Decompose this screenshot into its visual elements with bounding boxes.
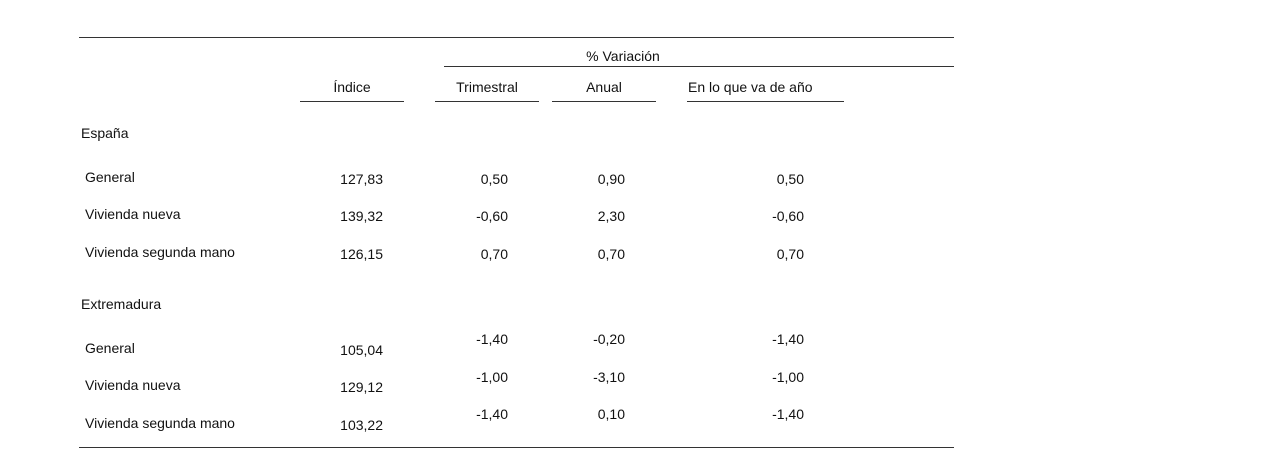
cell-index: 105,04: [340, 342, 383, 358]
row-label: Vivienda segunda mano: [85, 415, 235, 431]
cell-annual: 0,70: [597, 246, 625, 262]
row-label: Vivienda nueva: [85, 206, 181, 222]
table-bottom-rule: [79, 447, 954, 448]
cell-ytd: -0,60: [772, 208, 804, 224]
row-label: Vivienda nueva: [85, 377, 181, 393]
column-header-ytd-rule: [687, 101, 844, 102]
table-top-rule: [79, 37, 954, 38]
cell-annual: -3,10: [593, 369, 625, 385]
column-header-index: Índice: [333, 79, 371, 95]
cell-ytd: -1,40: [772, 406, 804, 422]
row-label: General: [85, 169, 135, 185]
column-header-quarterly: Trimestral: [456, 79, 518, 95]
cell-quarterly: 0,70: [480, 246, 508, 262]
column-header-ytd: En lo que va de año: [688, 79, 813, 95]
cell-index: 129,12: [340, 379, 383, 395]
column-header-annual-rule: [552, 101, 656, 102]
cell-quarterly: 0,50: [480, 171, 508, 187]
cell-quarterly: -0,60: [476, 208, 508, 224]
column-header-index-rule: [300, 101, 404, 102]
variation-group-rule: [444, 66, 954, 67]
cell-ytd: 0,70: [776, 246, 804, 262]
cell-annual: 2,30: [597, 208, 625, 224]
cell-ytd: -1,00: [772, 369, 804, 385]
column-header-annual: Anual: [586, 79, 622, 95]
row-label: Vivienda segunda mano: [85, 244, 235, 260]
cell-quarterly: -1,40: [476, 331, 508, 347]
cell-quarterly: -1,00: [476, 369, 508, 385]
row-label: General: [85, 340, 135, 356]
cell-annual: 0,90: [597, 171, 625, 187]
cell-quarterly: -1,40: [476, 406, 508, 422]
section-title-extremadura: Extremadura: [81, 296, 162, 312]
cell-index: 126,15: [340, 246, 383, 262]
cell-index: 139,32: [340, 208, 383, 224]
section-title-spain: España: [81, 125, 129, 141]
cell-annual: 0,10: [597, 406, 625, 422]
cell-ytd: -1,40: [772, 331, 804, 347]
cell-index: 103,22: [340, 417, 383, 433]
column-header-quarterly-rule: [435, 101, 539, 102]
cell-ytd: 0,50: [776, 171, 804, 187]
cell-annual: -0,20: [593, 331, 625, 347]
cell-index: 127,83: [340, 171, 383, 187]
variation-group-header: % Variación: [586, 48, 660, 64]
